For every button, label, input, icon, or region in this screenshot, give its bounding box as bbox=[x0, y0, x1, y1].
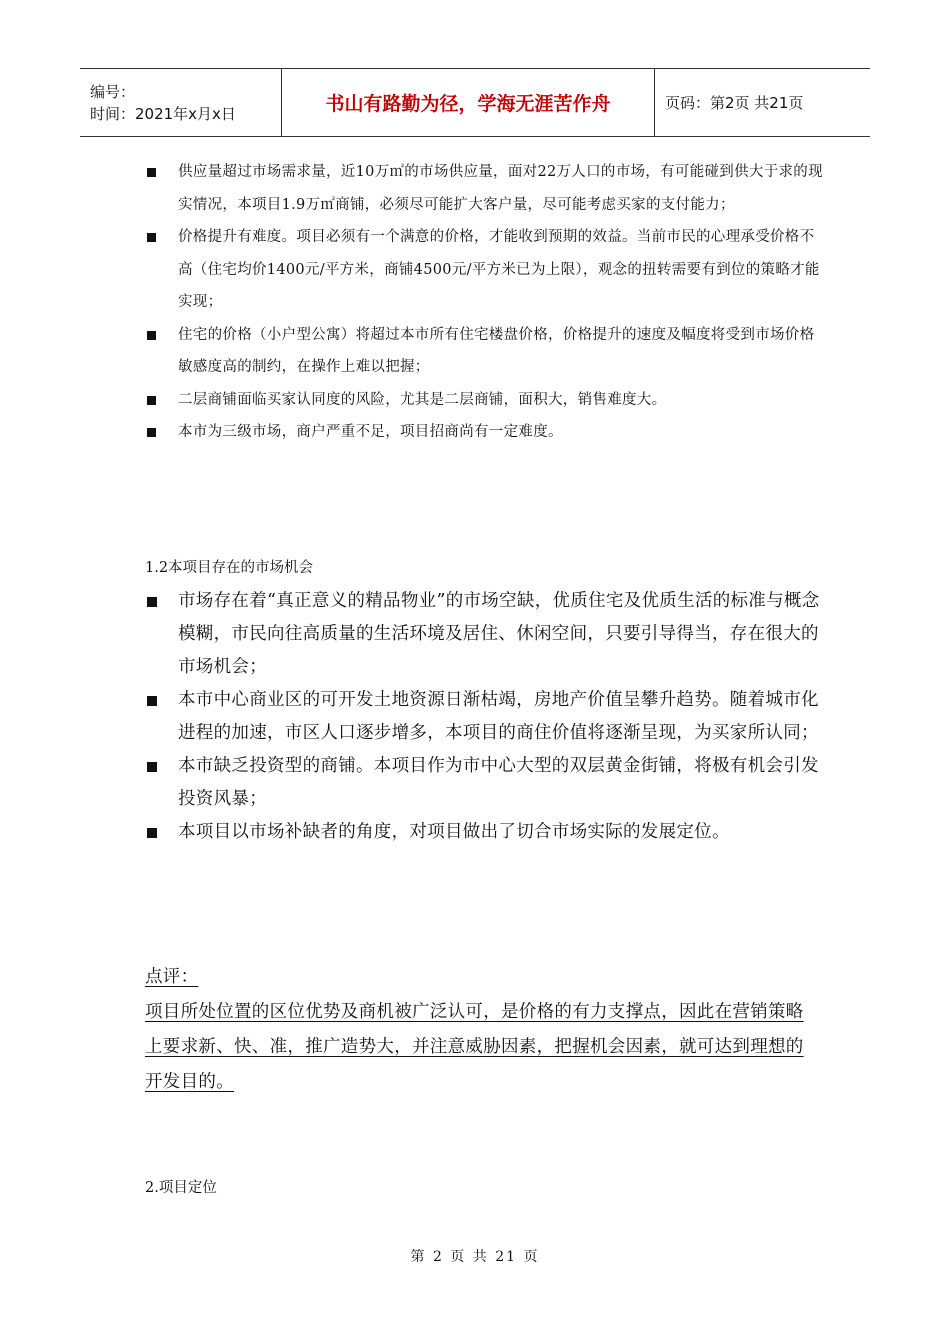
list-item bbox=[145, 384, 825, 417]
list-item-text: 本市缺乏投资型的商铺。本项目作为市中心大型的双层黄金街铺，将极有机会引发投资风暴； bbox=[178, 756, 819, 809]
list-item-text: 本市中心商业区的可开发土地资源日渐枯竭，房地产价值呈攀升趋势。随着城市化进程的加速，市区人口逐步增多，本项目的商住价值将逐渐呈现，为买家所认同； bbox=[178, 690, 819, 743]
list-item bbox=[145, 816, 825, 849]
page-info-text: 页码：第2页 共21页 bbox=[665, 94, 804, 112]
comment-block bbox=[145, 960, 815, 1100]
comment-text: 项目所处位置的区位优势及商机被广泛认可，是价格的有力支撑点，因此在营销策略上要求新、快、准，推广造势大，并注意威胁因素，把握机会因素，就可达到理想的开发目的。 bbox=[145, 1002, 804, 1092]
bullet-square-icon bbox=[147, 597, 157, 607]
page-header bbox=[80, 68, 870, 137]
list-item-text: 市场存在着“真正意义的精品物业”的市场空缺，优质住宅及优质生活的标准与概念模糊，市民向往高质量的生活环境及居住、休闲空间，只要引导得当，存在很大的市场机会； bbox=[178, 591, 820, 677]
header-page-info bbox=[655, 69, 870, 136]
comment-label: 点评： bbox=[145, 967, 199, 987]
section-heading-opportunities: 1.2本项目存在的市场机会 bbox=[145, 560, 314, 576]
bullet-square-icon bbox=[147, 696, 157, 706]
list-item-text: 价格提升有难度。项目必须有一个满意的价格，才能收到预期的效益。当前市民的心理承受价格不高（住宅均价1400元/平方米，商铺4500元/平方米已为上限），观念的扭转需要有到位的策略才能实现； bbox=[178, 229, 820, 310]
list-item-text: 本市为三级市场，商户严重不足，项目招商尚有一定难度。 bbox=[178, 424, 563, 440]
page-footer: 第 2 页 共 21 页 bbox=[410, 1249, 540, 1265]
bullet-square-icon bbox=[147, 428, 156, 437]
list-item bbox=[145, 319, 825, 384]
header-motto bbox=[282, 69, 655, 136]
motto-text: 书山有路勤为径，学海无涯苦作舟 bbox=[325, 93, 611, 115]
bullet-square-icon bbox=[147, 331, 156, 340]
bullet-square-icon bbox=[147, 233, 156, 242]
list-item bbox=[145, 684, 825, 750]
list-item bbox=[145, 585, 825, 684]
bullet-square-icon bbox=[147, 168, 156, 177]
risk-list bbox=[145, 156, 825, 449]
list-item-text: 住宅的价格（小户型公寓）将超过本市所有住宅楼盘价格，价格提升的速度及幅度将受到市场价格敏感度高的制约，在操作上难以把握； bbox=[178, 326, 815, 375]
list-item bbox=[145, 156, 825, 221]
opportunity-list bbox=[145, 585, 825, 849]
document-number-label: 编号： bbox=[90, 82, 136, 101]
list-item-text: 本项目以市场补缺者的角度，对项目做出了切合市场实际的发展定位。 bbox=[178, 822, 730, 842]
bullet-square-icon bbox=[147, 762, 157, 772]
list-item bbox=[145, 221, 825, 319]
bullet-square-icon bbox=[147, 828, 157, 838]
document-date-label: 时间：2021年x月x日 bbox=[90, 104, 236, 123]
list-item-text: 二层商铺面临买家认同度的风险，尤其是二层商铺，面积大，销售难度大。 bbox=[178, 391, 667, 408]
list-item bbox=[145, 750, 825, 816]
header-meta bbox=[80, 69, 282, 136]
list-item bbox=[145, 416, 825, 449]
list-item-text: 供应量超过市场需求量，近10万㎡的市场供应量，面对22万人口的市场，有可能碰到供大于求的现实情况，本项目1.9万㎡商铺，必须尽可能扩大客户量，尽可能考虑买家的支付能力； bbox=[178, 164, 823, 213]
section-heading-positioning: 2.项目定位 bbox=[145, 1180, 217, 1196]
bullet-square-icon bbox=[147, 396, 156, 405]
